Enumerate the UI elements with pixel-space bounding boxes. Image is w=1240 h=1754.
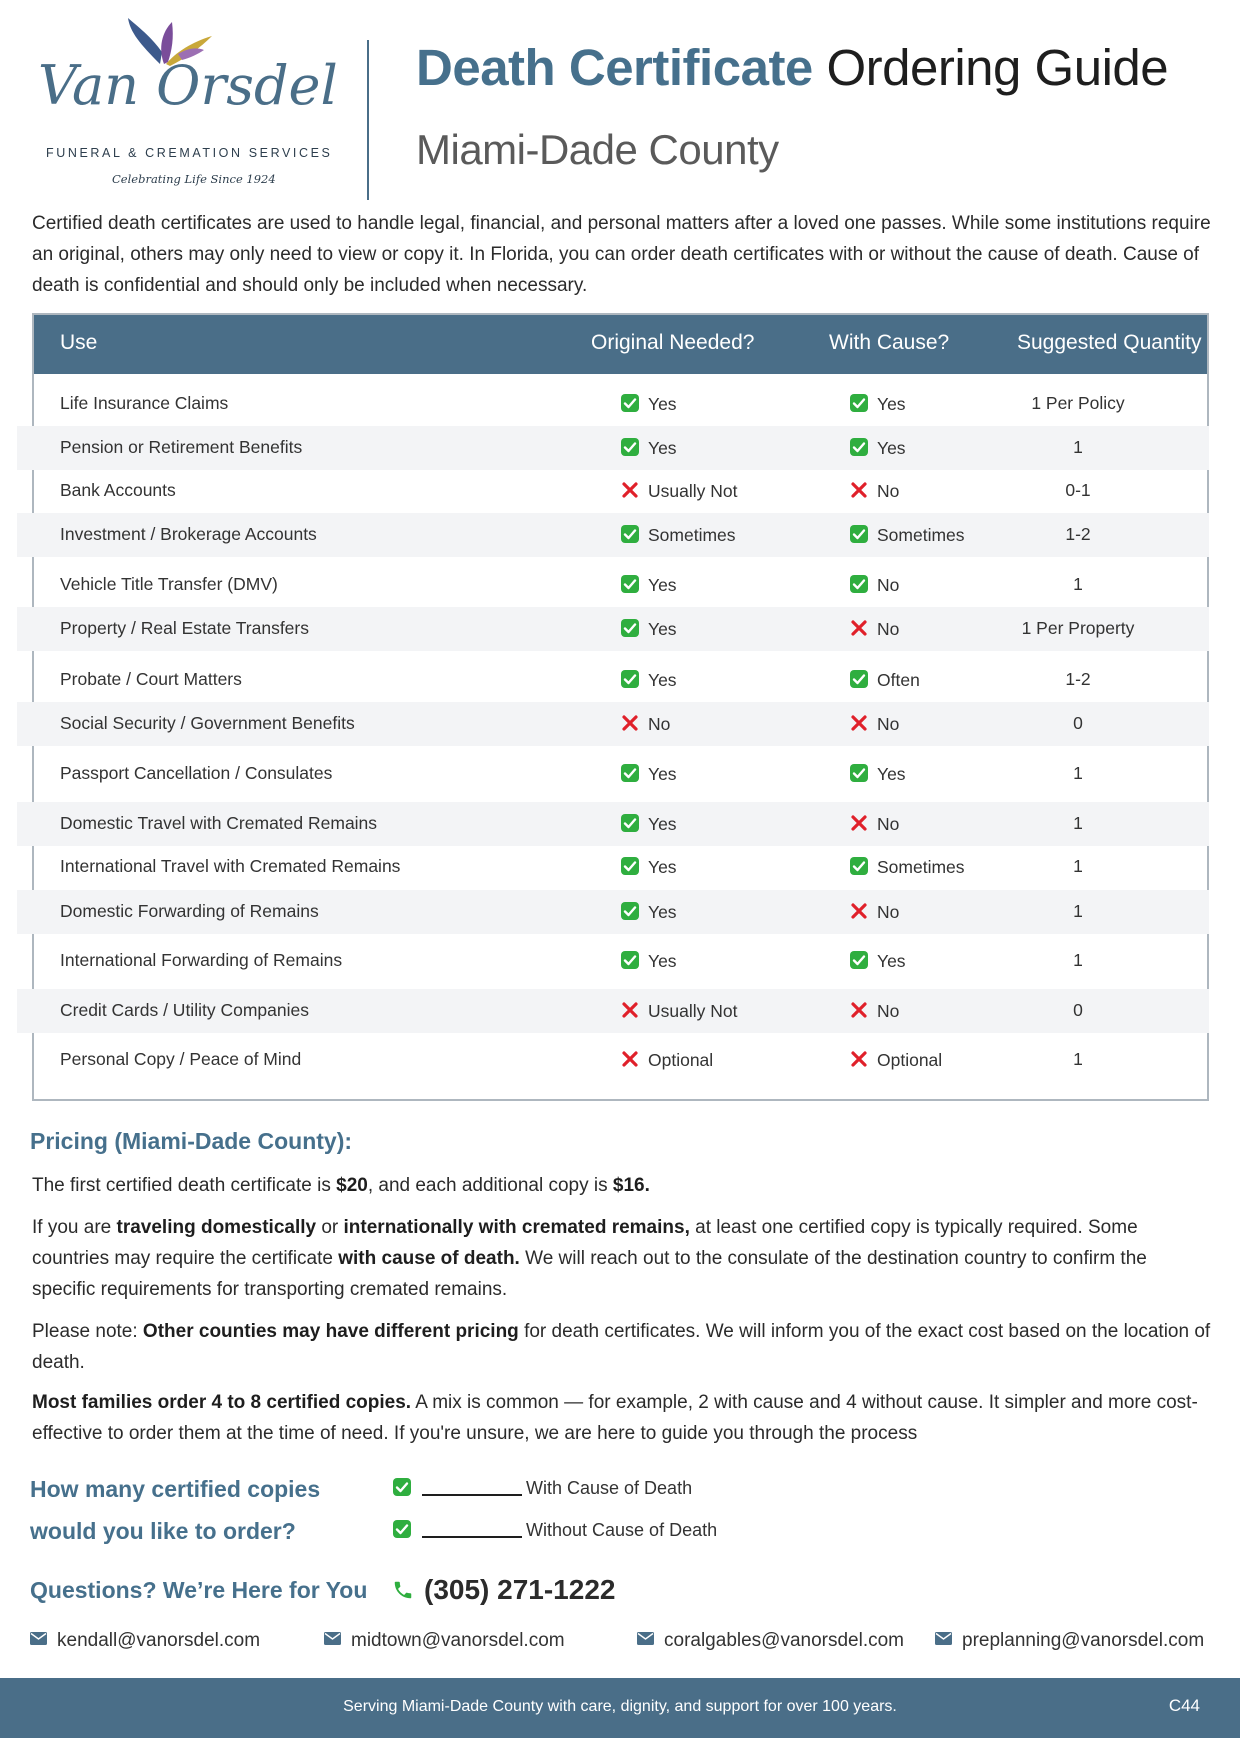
cross-icon [849, 901, 869, 921]
without-cause-blank[interactable] [422, 1536, 522, 1538]
cell-cause-text: No [877, 1001, 900, 1021]
without-cause-entry[interactable] [392, 1519, 717, 1541]
check-icon [620, 618, 640, 638]
title-regular: Ordering Guide [826, 39, 1169, 96]
cell-original [620, 901, 677, 923]
cell-use: Domestic Travel with Cremated Remains [60, 813, 378, 833]
cell-use: International Forwarding of Remains [60, 950, 343, 970]
check-icon [849, 950, 869, 970]
pricing-text: , and each additional copy is [367, 1175, 613, 1196]
cell-quantity: 1 Per Property [1021, 618, 1135, 638]
cell-cause-text: Sometimes [877, 525, 965, 545]
pricing-text: We will reach out to the consulate of the destination country to confirm the specific requirements for transporting cremated remains. [32, 1248, 1147, 1300]
cell-quantity: 1 [1073, 574, 1083, 594]
cell-cause-text: Yes [877, 438, 906, 458]
pricing-text: for death certificates. We will inform you of the exact cost based on the location of death. [32, 1321, 1211, 1373]
cell-cause [849, 437, 906, 459]
without-cause-label: Without Cause of Death [526, 1520, 718, 1540]
cell-quantity: 1-2 [1065, 524, 1091, 544]
email-kendall[interactable] [30, 1630, 260, 1652]
cell-original [620, 763, 677, 785]
header-divider [367, 40, 369, 200]
cell-original [620, 1049, 713, 1071]
page-title [416, 38, 1168, 97]
cell-cause-text: Yes [877, 394, 906, 414]
cross-icon [620, 1049, 640, 1069]
table-header [34, 315, 1207, 374]
first-copy-price: $20 [336, 1175, 368, 1196]
pricing-text: Please note: [32, 1321, 143, 1342]
cell-use: Vehicle Title Transfer (DMV) [60, 574, 278, 594]
cell-quantity: 0 [1073, 713, 1083, 733]
copies-question: How many certified copies would you like to order? [30, 1476, 321, 1544]
pricing-paragraph-4 [32, 1387, 1212, 1449]
cell-quantity: 1 Per Policy [1031, 393, 1125, 413]
with-cause-label: With Cause of Death [526, 1478, 693, 1498]
cell-use: Property / Real Estate Transfers [60, 618, 309, 638]
cell-original [620, 813, 677, 835]
cell-original-text: Yes [648, 394, 677, 414]
cross-icon [620, 480, 640, 500]
column-header-cause: With Cause? [829, 331, 950, 354]
check-icon [392, 1519, 412, 1539]
table-row [17, 426, 1209, 470]
cell-quantity: 1 [1073, 950, 1083, 970]
table-row [17, 382, 1209, 426]
table-row [17, 1038, 1209, 1082]
cell-original-text: No [648, 714, 671, 734]
cell-original [620, 480, 737, 502]
pricing-emphasis: Other counties may have different pricing [142, 1321, 519, 1342]
cell-cause-text: Often [877, 670, 920, 690]
cell-cause [849, 524, 965, 546]
phone-number[interactable] [392, 1574, 615, 1606]
check-icon [620, 813, 640, 833]
cell-quantity: 1 [1073, 901, 1083, 921]
pricing-paragraph-2 [32, 1212, 1212, 1305]
cell-quantity: 1 [1073, 437, 1083, 457]
cell-original-text: Sometimes [648, 525, 736, 545]
cell-original-text: Yes [648, 438, 677, 458]
cell-use: Probate / Court Matters [60, 669, 242, 689]
cell-original [620, 524, 736, 546]
email-text: preplanning@vanorsdel.com [962, 1630, 1205, 1651]
cell-original [620, 393, 677, 415]
cell-quantity: 0-1 [1065, 480, 1091, 500]
pricing-emphasis: with cause of death. [338, 1248, 520, 1269]
check-icon [620, 437, 640, 457]
cell-original-text: Usually Not [648, 1001, 738, 1021]
pricing-text: If you are [32, 1217, 117, 1238]
cell-use: Passport Cancellation / Consulates [60, 763, 333, 783]
pricing-emphasis: traveling domestically [116, 1217, 317, 1238]
cell-use: Bank Accounts [60, 480, 176, 500]
cell-cause [849, 901, 899, 923]
email-preplanning[interactable] [935, 1630, 1204, 1652]
table-row [17, 802, 1209, 846]
brand-name: Van Orsdel [38, 54, 338, 117]
column-header-use: Use [60, 331, 98, 354]
cell-cause-text: Yes [877, 951, 906, 971]
additional-copy-price: $16. [612, 1175, 650, 1196]
cross-icon [849, 713, 869, 733]
pricing-text: at least one certified copy is typically required. Some countries may require the certificate [32, 1217, 1138, 1269]
check-icon [620, 669, 640, 689]
cross-icon [849, 1049, 869, 1069]
cell-cause-text: No [877, 714, 900, 734]
cell-original [620, 669, 677, 691]
cell-original [620, 950, 677, 972]
brand-subtitle: FUNERAL & CREMATION SERVICES [46, 146, 333, 160]
check-icon [620, 574, 640, 594]
cell-cause [849, 713, 899, 735]
email-midtown[interactable] [324, 1630, 565, 1652]
cell-original [620, 574, 677, 596]
with-cause-blank[interactable] [422, 1494, 522, 1496]
cell-use: International Travel with Cremated Remains [60, 856, 401, 876]
pricing-emphasis: internationally with cremated remains, [343, 1217, 690, 1238]
check-icon [849, 856, 869, 876]
cell-original [620, 713, 670, 735]
usage-table [32, 313, 1209, 1101]
cell-original [620, 437, 677, 459]
table-row [17, 939, 1209, 983]
table-row [17, 563, 1209, 607]
cell-quantity: 1 [1073, 813, 1083, 833]
pricing-emphasis: Most families order 4 to 8 certified copies. [32, 1392, 412, 1413]
title-bold: Death Certificate [416, 39, 813, 96]
check-icon [849, 393, 869, 413]
cell-quantity: 1 [1073, 1049, 1083, 1069]
pricing-paragraph-3 [32, 1316, 1212, 1378]
cell-original-text: Yes [648, 857, 677, 877]
table-row [17, 989, 1209, 1033]
cell-quantity: 1-2 [1065, 669, 1091, 689]
cell-original-text: Optional [648, 1050, 714, 1070]
page-subtitle: Miami-Dade County [416, 126, 779, 173]
check-icon [849, 574, 869, 594]
pricing-heading: Pricing (Miami-Dade County): [30, 1128, 353, 1154]
check-icon [849, 437, 869, 457]
cell-original-text: Usually Not [648, 481, 738, 501]
cell-cause [849, 813, 899, 835]
cell-use: Investment / Brokerage Accounts [60, 524, 317, 544]
phone-text: (305) 271-1222 [424, 1574, 616, 1605]
column-header-original: Original Needed? [591, 331, 755, 354]
envelope-icon [324, 1632, 341, 1645]
cell-cause-text: No [877, 814, 900, 834]
cross-icon [849, 618, 869, 638]
email-coralgables[interactable] [637, 1630, 904, 1652]
cross-icon [849, 480, 869, 500]
cell-quantity: 0 [1073, 1000, 1083, 1020]
cell-cause-text: No [877, 902, 900, 922]
cell-cause-text: Sometimes [877, 857, 965, 877]
cell-cause [849, 618, 899, 640]
check-icon [620, 393, 640, 413]
cell-cause [849, 950, 906, 972]
email-text: coralgables@vanorsdel.com [664, 1630, 905, 1651]
check-icon [620, 950, 640, 970]
check-icon [849, 763, 869, 783]
table-row [17, 513, 1209, 557]
cell-cause-text: Yes [877, 764, 906, 784]
check-icon [849, 669, 869, 689]
cell-original-text: Yes [648, 951, 677, 971]
cell-original [620, 1000, 737, 1022]
brand-tagline: Celebrating Life Since 1924 [112, 172, 276, 186]
cross-icon [620, 713, 640, 733]
envelope-icon [637, 1632, 654, 1645]
cell-quantity: 1 [1073, 763, 1083, 783]
pricing-paragraph-1 [32, 1170, 1212, 1201]
cell-use: Life Insurance Claims [60, 393, 229, 413]
check-icon [392, 1477, 412, 1497]
phone-icon [392, 1579, 414, 1601]
cell-original-text: Yes [648, 619, 677, 639]
cell-use: Credit Cards / Utility Companies [60, 1000, 309, 1020]
cell-original [620, 618, 677, 640]
pricing-text: A mix is common — for example, 2 with cause and 4 without cause. It simpler and more cost-effective to order them at the time of need. If you're unsure, we are here to guide you through the process [32, 1392, 1198, 1444]
cell-cause [849, 856, 965, 878]
cell-cause [849, 480, 899, 502]
document-code: C44 [1168, 1696, 1200, 1715]
cell-cause [849, 574, 899, 596]
table-row [17, 658, 1209, 702]
check-icon [849, 524, 869, 544]
cell-cause-text: No [877, 619, 900, 639]
cell-cause-text: No [877, 481, 900, 501]
pricing-text: or [316, 1217, 344, 1238]
page-footer [0, 1678, 1240, 1738]
cell-original-text: Yes [648, 902, 677, 922]
contact-heading: Questions? We’re Here for You [30, 1577, 368, 1603]
cell-original-text: Yes [648, 575, 677, 595]
cell-cause [849, 669, 920, 691]
cell-original-text: Yes [648, 764, 677, 784]
cross-icon [849, 813, 869, 833]
cell-use: Pension or Retirement Benefits [60, 437, 303, 457]
intro-paragraph: Certified death certificates are used to handle legal, financial, and personal matters after a loved one passes. While some institutions require an original, others may only need to view or copy it. In Florida, you can order death certificates with or without the cause of death. Cause of death is confidential and should only be included when necessary. [32, 213, 1211, 296]
cell-use: Personal Copy / Peace of Mind [60, 1049, 302, 1069]
envelope-icon [30, 1632, 47, 1645]
table-row [17, 469, 1209, 513]
pricing-text: The first certified death certificate is [32, 1175, 337, 1196]
check-icon [620, 901, 640, 921]
envelope-icon [935, 1632, 952, 1645]
cross-icon [620, 1000, 640, 1020]
table-row [17, 702, 1209, 746]
cell-cause-text: No [877, 575, 900, 595]
email-text: kendall@vanorsdel.com [57, 1630, 261, 1651]
check-icon [620, 856, 640, 876]
cell-original-text: Yes [648, 814, 677, 834]
email-text: midtown@vanorsdel.com [351, 1630, 565, 1651]
brand-logo [30, 14, 338, 194]
column-header-quantity: Suggested Quantity [1017, 331, 1202, 354]
with-cause-entry[interactable] [392, 1477, 692, 1499]
cell-cause-text: Optional [877, 1050, 943, 1070]
cell-cause [849, 763, 906, 785]
cell-use: Social Security / Government Benefits [60, 713, 355, 733]
check-icon [620, 524, 640, 544]
table-row [17, 752, 1209, 796]
cell-cause [849, 1049, 942, 1071]
footer-text: Serving Miami-Dade County with care, dignity, and support for over 100 years. [343, 1698, 897, 1715]
table-row [17, 845, 1209, 889]
table-row [17, 890, 1209, 934]
cell-quantity: 1 [1073, 856, 1083, 876]
table-row [17, 607, 1209, 651]
cell-original-text: Yes [648, 670, 677, 690]
cell-original [620, 856, 677, 878]
cross-icon [849, 1000, 869, 1020]
cell-cause [849, 1000, 899, 1022]
check-icon [620, 763, 640, 783]
cell-use: Domestic Forwarding of Remains [60, 901, 319, 921]
cell-cause [849, 393, 906, 415]
